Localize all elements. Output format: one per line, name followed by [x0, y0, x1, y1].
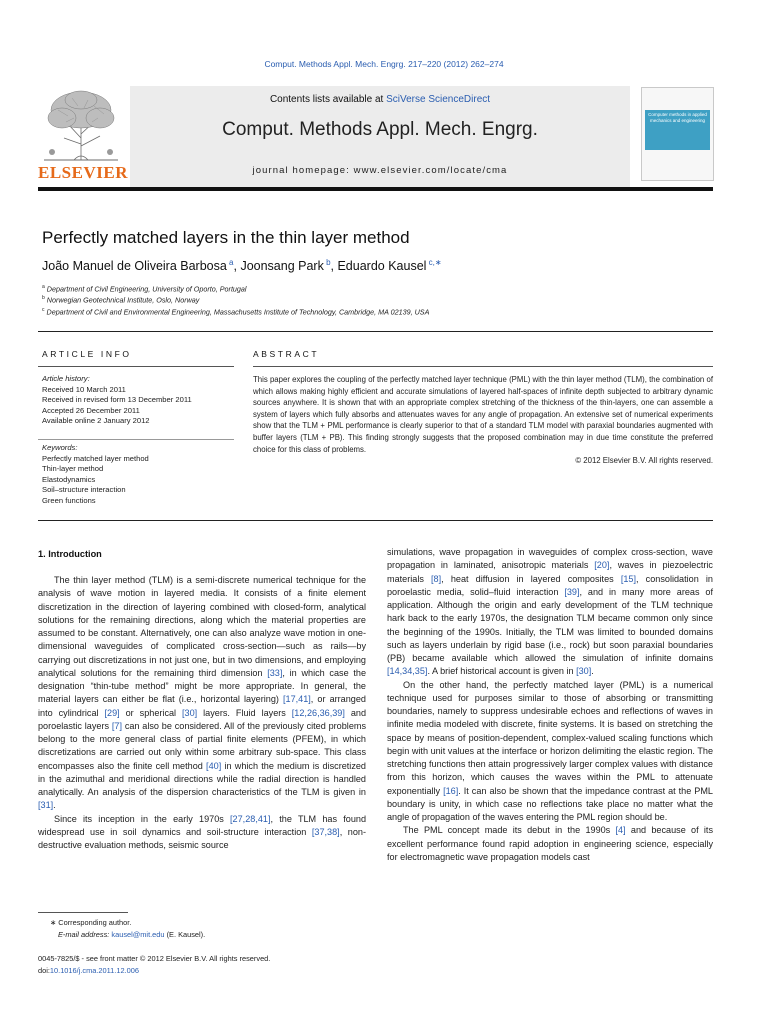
- citation-link[interactable]: [4]: [615, 825, 626, 836]
- citation-link[interactable]: [17,41]: [282, 694, 311, 705]
- doi-line: [38, 966, 139, 975]
- author-name: Eduardo Kausel: [337, 259, 427, 274]
- affiliation-text: Department of Civil and Environmental Engineering, Massachusetts Institute of Technology, Cambridge, MA 02139, USA: [46, 307, 430, 317]
- article-title: Perfectly matched layers in the thin layer method: [42, 228, 410, 247]
- keyword: Elastodynamics: [42, 474, 96, 484]
- keyword: Thin-layer method: [42, 464, 104, 474]
- affiliation-text: Department of Civil Engineering, University of Oporto, Portugal: [46, 284, 247, 294]
- citation-link[interactable]: [8]: [431, 573, 442, 584]
- abstract-copyright: © 2012 Elsevier B.V. All rights reserved.: [575, 456, 713, 466]
- abstract-heading: ABSTRACT: [253, 349, 320, 359]
- journal-title: Comput. Methods Appl. Mech. Engrg.: [222, 119, 538, 140]
- article-info-heading: ARTICLE INFO: [42, 349, 132, 359]
- keywords-rule: [38, 439, 234, 440]
- email-label: E-mail address:: [58, 930, 110, 939]
- sciencedirect-link[interactable]: SciVerse ScienceDirect: [386, 94, 491, 105]
- email-note: [58, 930, 205, 939]
- affiliation-c: [42, 307, 429, 316]
- email-suffix: (E. Kausel).: [164, 930, 206, 939]
- author-list: João Manuel de Oliveira Barbosa $^a$, Joonsang Park $^b$, Eduardo Kausel $^{c,∗}$: [42, 258, 442, 274]
- history-line: Received in revised form 13 December 2011: [42, 395, 192, 405]
- history-line: Available online 2 January 2012: [42, 416, 150, 426]
- citation-link[interactable]: [30]: [576, 666, 592, 677]
- publisher-wordmark[interactable]: ELSEVIER: [38, 163, 128, 182]
- citation-link[interactable]: [40]: [206, 760, 222, 771]
- contents-line: [130, 94, 630, 105]
- journal-cover-thumbnail[interactable]: [641, 87, 714, 181]
- citation-link[interactable]: [31]: [38, 800, 54, 811]
- citation-link[interactable]: [33]: [267, 667, 283, 678]
- body-paragraph: The thin layer method (TLM) is a semi-discrete numerical technique for the analysis of wave motion in layered media. It consists of a finite element discretization in the direction of layering combined with closed-form, analytical solutions for the remaining directions, along which the material properties are assumed to be constant. Alternatively, one can also analyze wave motion in one-dimensional waveguides of complicated cross-section—such as rails—by carrying out discretizations in not just one, but in two dimensions, and employing analytical solutions for the remaining third dimension [33], in which case the designation “thin-tube method” might be more appropriate. In general, the material layers can either be flat (i.e., horizontal layering) [17,41], or arranged into cylindrical [29] or spherical [30] layers. Fluid layers [12,26,36,39] and poroelastic layers [7] can also be considered. All of the previously cited problems belong to the more general class of partial finite elements (PFEM), in which discretizations are carried out only within some arbitrary sub-space. This class encompasses also the finite cell method [40] in which the medium is discretized in the azimuthal and meridional directions while the radial direction is handled analytically. An analysis of the dispersion characteristics of the TLM is given in [31].: [38, 575, 367, 811]
- body-paragraph: Since its inception in the early 1970s [27,28,41], the TLM has found widespread use in soil dynamics and soil-structure interaction [37,38], non-destructive evaluation methods, seismic source: [38, 813, 366, 850]
- author-affiliation-mark[interactable]: c,∗: [426, 258, 442, 267]
- author-name: Joonsang Park: [240, 259, 324, 274]
- citation-link[interactable]: [14,34,35]: [387, 666, 428, 677]
- body-paragraph: On the other hand, the perfectly matched layer (PML) is a numerical technique used for purposes similar to those of absorbing or transmitting boundaries, namely to suppress undesirable echoes and reflections of waves in infinite media modeled with discrete, finite systems. It is based on stretching the space by means of position-dependent, complex-valued scaling functions which begin with unit values at the interface or horizon delimiting the elastic region. The stretching functions then attain progressively larger complex values with distance from this horizon, which causes the waves within the PML to attenuate exponentially [16]. It can also be shown that the impedance contrast at the PML boundary is unity, in which case no reflections take place no matter what the angle of propagation of the waves entering the PML region should be.: [387, 679, 713, 822]
- keyword: Green functions: [42, 495, 96, 505]
- history-label: Article history:: [42, 374, 90, 383]
- corresponding-author-note: ∗ Corresponding author.: [50, 918, 132, 927]
- author-affiliation-mark[interactable]: b: [323, 258, 331, 267]
- keywords-block: [42, 443, 149, 507]
- citation-link[interactable]: [30]: [182, 707, 198, 718]
- author-affiliation-mark[interactable]: a: [226, 258, 234, 267]
- citation-link[interactable]: [29]: [104, 707, 120, 718]
- author-name: João Manuel de Oliveira Barbosa: [42, 259, 227, 274]
- running-head[interactable]: Comput. Methods Appl. Mech. Engrg. 217–220 (2012) 262–274: [264, 59, 504, 69]
- affiliation-b: [42, 295, 199, 304]
- divider-top: [38, 331, 713, 332]
- citation-link[interactable]: [12,26,36,39]: [291, 707, 345, 718]
- footnote-rule: [38, 912, 128, 913]
- keyword: Soil–structure interaction: [42, 485, 126, 495]
- body-column-left: [38, 574, 366, 852]
- body-column-right: [387, 546, 713, 864]
- citation-link[interactable]: [7]: [111, 720, 122, 731]
- doi-link[interactable]: 10.1016/j.cma.2011.12.006: [49, 966, 139, 975]
- affiliation-text: Norwegian Geotechnical Institute, Oslo, Norway: [46, 295, 200, 305]
- doi-prefix: doi:: [38, 966, 50, 975]
- article-history: [42, 374, 192, 427]
- keywords-label: Keywords:: [42, 443, 78, 452]
- affiliation-a: [42, 284, 247, 293]
- affiliation-mark: c: [42, 307, 45, 313]
- homepage-prefix: journal homepage:: [252, 165, 354, 176]
- homepage-link[interactable]: www.elsevier.com/locate/cma: [353, 165, 508, 176]
- abstract-text: This paper explores the coupling of the perfectly matched layer technique (PML) with the thin layer method (TLM), the combination of which allows making highly efficient and accurate simulations of layered half-spaces of infinite depth subjected to arbitrary dynamic sources anywhere. It is shown that with an appropriate complex stretching of the thickness of the thin-layers, one can assemble a system of layers which fully absorbs and attenuates waves for any angle of propagation. An extensive set of numerical experiments show that the TLM + PML performance is clearly superior to that of a standard TLM model with paraxial boundaries augmented with buffer layers (TLM + PB). This finding strongly suggests that the proposed combination may in due time constitute the preferred choice for this class of problems.: [253, 375, 713, 454]
- issn-line: 0045-7825/$ - see front matter © 2012 Elsevier B.V. All rights reserved.: [38, 954, 271, 963]
- citation-link[interactable]: [15]: [620, 573, 637, 584]
- email-link[interactable]: kausel@mit.edu: [111, 930, 165, 939]
- body-paragraph: simulations, wave propagation in waveguides of complex cross-section, wave propagation in laminated, anisotropic materials [20], waves in piezoelectric materials [8], heat diffusion in layered composites [15], consolidation in poroelastic media, solid–fluid interaction [39], and in many more areas of application. Although the origin and early development of the TLM technique hark back to the early 1970s, the designation TLM became common only since the beginning of the 1990s. Initially, the TLM was limited to bounded domains such as layers underlain by rigid base (i.e., rock) but soon paraxial boundaries (PB) became available which allowed the simulation of infinite domains [14,34,35]. A brief historical account is given in [30].: [387, 547, 713, 677]
- divider-bottom: [38, 520, 713, 521]
- citation-link[interactable]: [39]: [564, 586, 580, 597]
- citation-link[interactable]: [27,28,41]: [230, 813, 271, 824]
- affiliation-mark: a: [42, 284, 45, 290]
- article-info-rule: [38, 366, 234, 367]
- citation-link[interactable]: [20]: [594, 560, 610, 571]
- citation-link[interactable]: [16]: [443, 785, 459, 796]
- abstract-rule: [253, 366, 713, 367]
- masthead-rule: [38, 187, 713, 191]
- cover-title: Computer methods in applied mechanics and engineering: [648, 112, 707, 123]
- body-paragraph: The PML concept made its debut in the 1990s [4] and because of its excellent performance found rapid adoption in engineering science, especially for electromagnetic wave propagation models cast: [387, 825, 713, 862]
- section-heading-introduction: 1. Introduction: [38, 549, 102, 559]
- history-line: Accepted 26 December 2011: [42, 405, 140, 415]
- contents-prefix: Contents lists available at: [269, 94, 387, 105]
- citation-link[interactable]: [37,38]: [311, 826, 340, 837]
- abstract-body: [253, 374, 713, 467]
- affiliation-mark: b: [42, 295, 45, 301]
- keyword: Perfectly matched layer method: [42, 453, 149, 463]
- history-line: Received 10 March 2011: [42, 384, 126, 394]
- journal-homepage: [130, 165, 630, 176]
